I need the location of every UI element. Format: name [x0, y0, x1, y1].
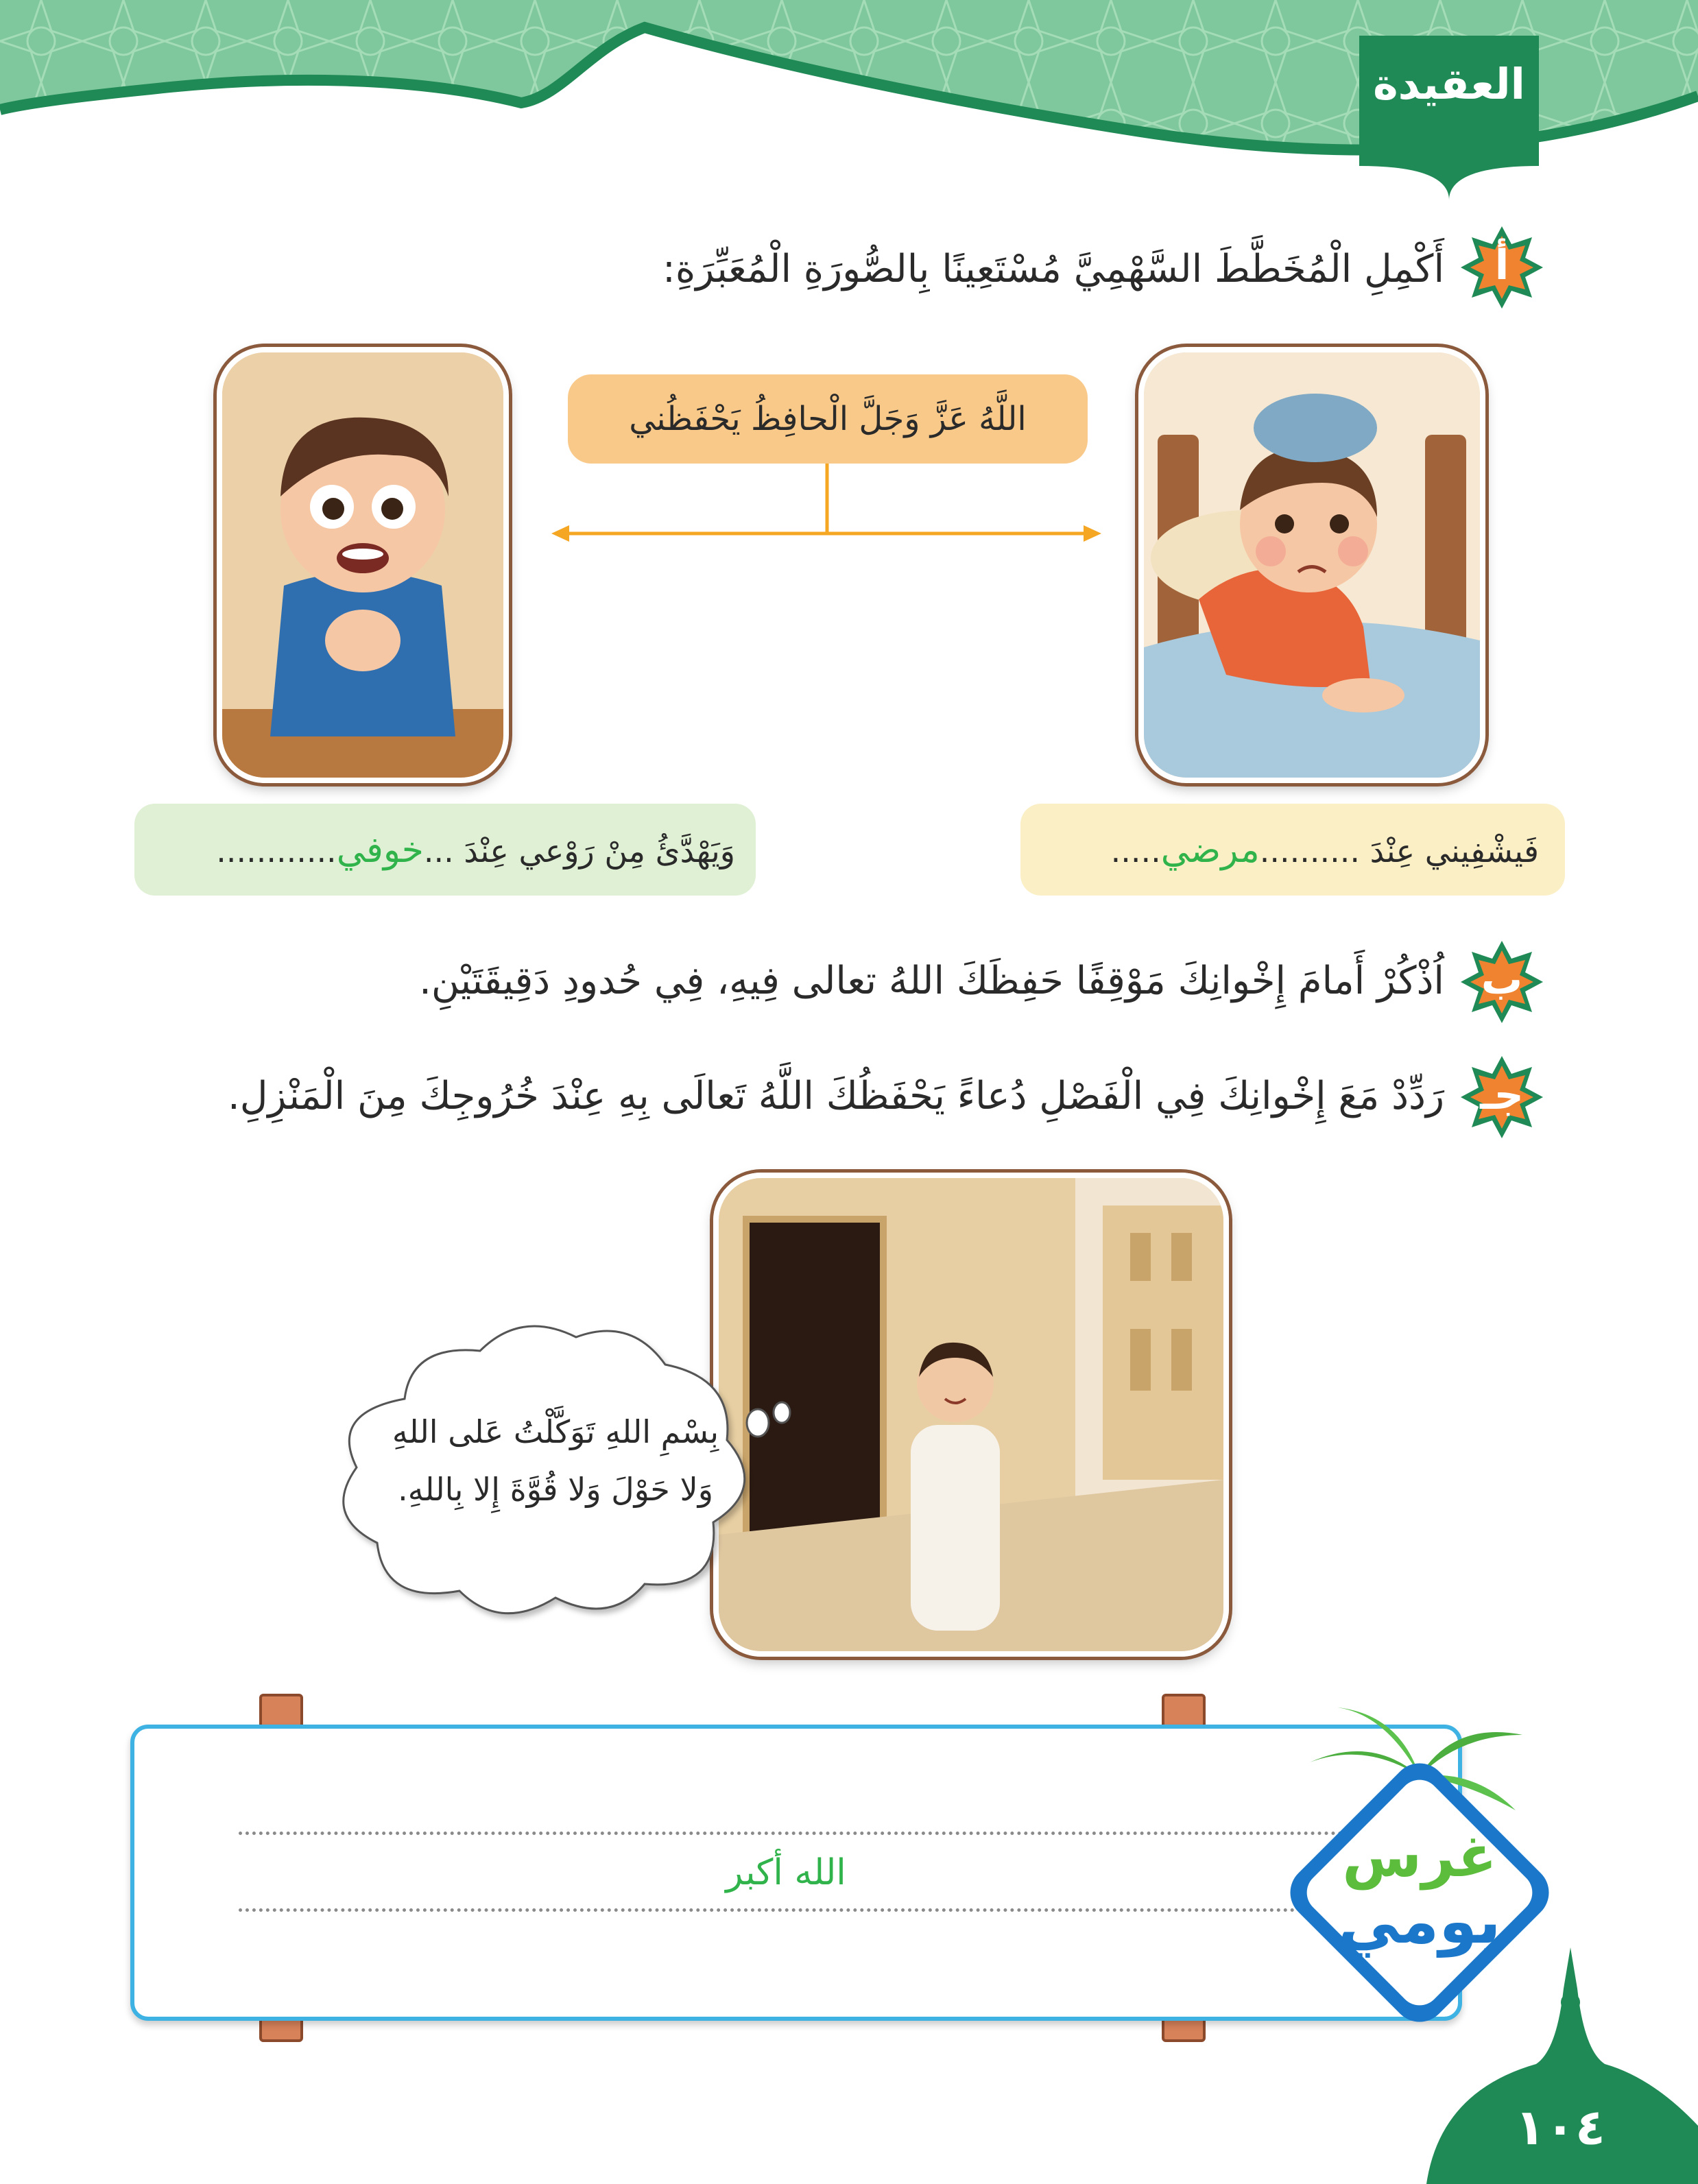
answer-fear-dots-after: ............: [216, 832, 337, 869]
answer-fear-dots-before: ...: [423, 832, 454, 869]
instruction-a: أَكْمِلِ الْمُخَطَّطَ السَّهْمِيَّ مُسْتَعِينًا بِالصُّورَةِ الْمُعَبِّرَةِ:: [662, 247, 1444, 291]
answer-sickness-prefix: فَيشْفِيني عِنْدَ: [1360, 832, 1539, 869]
step-b-letter: ب: [1481, 956, 1523, 1004]
dua-text: [370, 1403, 741, 1518]
instruction-c: رَدِّدْ مَعَ إِخْوانِكَ فِي الْفَصْلِ دُعاءً يَحْفَظُكَ اللَّهُ تَعالَى بِهِ عِنْدَ خُرُوجِكَ مِنَ الْمَنْزِلِ.: [227, 1074, 1444, 1118]
answer-box-sickness[interactable]: [1020, 804, 1565, 896]
answer-fear-filled: خوفي: [336, 830, 424, 871]
daily-logo-line-1: غرس: [1342, 1823, 1497, 1890]
answer-sickness-dots-before: ..........: [1259, 832, 1360, 869]
step-a-letter: أ: [1494, 241, 1509, 289]
instruction-b: اُذْكُرْ أَمامَ إِخْوانِكَ مَوْقِفًا حَفِظَكَ اللهُ تعالى فِيهِ، فِي حُدودِ دَقِيقَتَيْنِ.: [419, 959, 1444, 1003]
page-number: ١٠٤: [1515, 2098, 1605, 2156]
step-a-marker: [1461, 226, 1543, 309]
subject-title: العقيدة: [1373, 59, 1525, 109]
daily-logo-line-2: يومي: [1338, 1886, 1501, 1958]
answer-sickness-dots-after: .....: [1110, 832, 1161, 869]
step-c-letter: جـ: [1480, 1071, 1524, 1119]
writing-line-2[interactable]: [239, 1908, 1350, 1912]
center-concept-box: اللَّهُ عَزَّ وَجَلَّ الْحافِظُ يَحْفَظُني: [568, 374, 1088, 464]
answer-fear-prefix: وَيَهْدَّئُ مِنْ رَوْعي عِنْدَ: [453, 832, 735, 869]
board-handwritten-answer: الله أكبر: [726, 1852, 846, 1893]
answer-box-fear[interactable]: [134, 804, 756, 896]
dua-line-1: بِسْمِ اللهِ تَوَكَّلْتُ عَلى اللهِ: [392, 1413, 719, 1450]
scared-boy-picture: [217, 347, 509, 783]
arrow-diagram: [549, 464, 1104, 546]
sick-boy-picture: [1138, 347, 1485, 783]
step-b-marker: [1461, 941, 1543, 1023]
writing-line-1[interactable]: [239, 1832, 1350, 1835]
dua-line-2: وَلا حَوْلَ وَلا قُوَّةَ إِلا بِاللهِ.: [398, 1471, 713, 1508]
step-c-marker: [1461, 1056, 1543, 1138]
subject-badge: [1359, 36, 1539, 200]
answer-sickness-filled: مرضي: [1160, 830, 1260, 871]
